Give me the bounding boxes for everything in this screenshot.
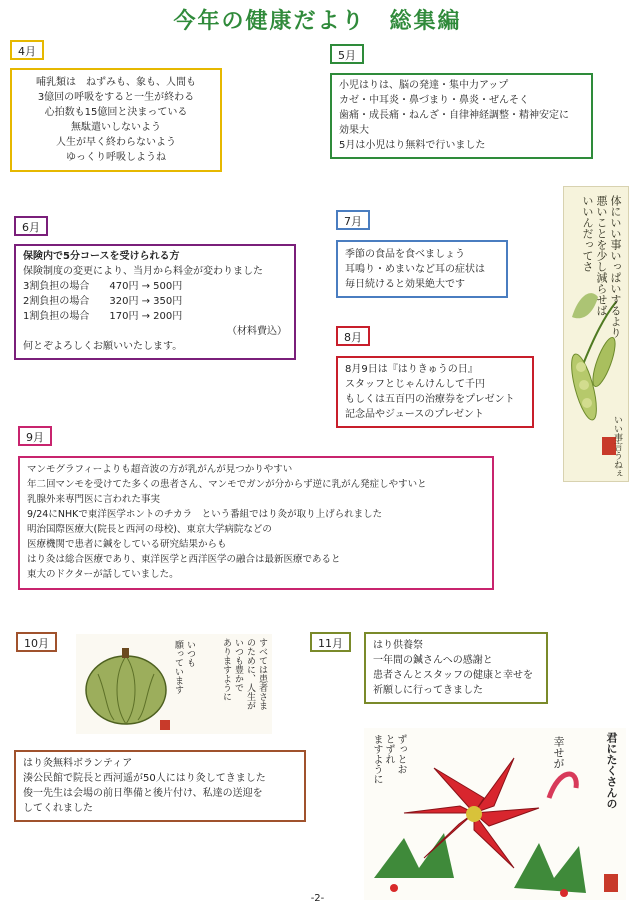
page-number: -2-: [310, 893, 325, 904]
text-line: 乳腺外来専門医に言われた事実: [27, 494, 161, 505]
price-row: 3割負担の場合 470円 → 500円: [23, 281, 183, 292]
price-row: 1割負担の場合 170円 → 200円: [23, 311, 183, 322]
text-line: 人生が早く終わらないよう: [56, 137, 176, 148]
text-line: はり灸は総合医療であり、東洋医学と西洋医学の融合は最新医療であると: [27, 554, 341, 565]
section-may: [330, 73, 593, 159]
text-line: 医療機関で患者に鍼をしている研究結果からも: [27, 539, 227, 550]
art-signature: いい事言うねぇ: [612, 415, 622, 478]
poinsettia-artwork: [364, 728, 626, 900]
text-line: はり供養祭: [373, 640, 423, 651]
text-line: 耳鳴り・めまいなど耳の症状は: [345, 264, 485, 275]
pumpkin-artwork: [76, 634, 272, 734]
text-line: 小児はりは、脳の発達・集中力アップ: [339, 80, 509, 91]
art-line: 願っています: [173, 640, 183, 694]
section-nov: [364, 632, 548, 704]
text-line: はり灸無料ボランティア: [23, 758, 133, 769]
text-line: 季節の食品を食べましょう: [345, 249, 465, 260]
text-line: 何とぞよろしくお願いいたします。: [23, 341, 183, 352]
art-line: いつも豊かで: [233, 638, 243, 692]
text-line: 東大のドクターが話していました。: [27, 569, 179, 580]
text-line: 毎日続けると効果絶大です: [345, 279, 465, 290]
section-sep: [18, 456, 494, 590]
month-tag-jul: 7月: [336, 210, 370, 230]
section-jul: [336, 240, 508, 298]
section-heading: 保険内で5分コースを受けられる方: [23, 251, 180, 262]
soybean-artwork: [563, 186, 629, 482]
month-tag-sep: 9月: [18, 426, 52, 446]
page-title: 今年の健康だより 総集編: [173, 9, 462, 34]
text-line: 3億回の呼吸をすると一生が終わる: [37, 92, 195, 103]
text-line: 俊一先生は会場の前日準備と後片付け、私達の送迎を: [23, 788, 263, 799]
section-oct: [14, 750, 306, 822]
text-line: 8月9日は『はりきゅうの日』: [345, 364, 478, 375]
text-line: 一年間の鍼さんへの感謝と: [373, 655, 493, 666]
art-line: 体にいい事いっぱいするより: [609, 195, 622, 338]
month-tag-nov: 11月: [310, 632, 351, 652]
art-line: ますように: [371, 734, 382, 784]
art-line: いつも: [185, 640, 195, 667]
text-line: もしくは五百円の治療券をプレゼント: [345, 394, 515, 405]
text-line: 歯痛・成長痛・ねんざ・自律神経調整・精神安定に: [339, 110, 569, 121]
text-line: マンモグラフィーよりも超音波の方が乳がんが見つかりやすい: [27, 464, 293, 475]
text-line: （材料費込）: [227, 326, 287, 337]
section-jun: [14, 244, 296, 360]
price-row: 2割負担の場合 320円 → 350円: [23, 296, 183, 307]
art-line: とずれ: [383, 734, 394, 764]
text-line: カゼ・中耳炎・鼻づまり・鼻炎・ぜんそく: [339, 95, 529, 106]
month-tag-oct: 10月: [16, 632, 57, 652]
text-line: 明治国際医療大(院長と西河の母校)、東京大学病院などの: [27, 524, 272, 535]
text-line: 5月は小児はり無料で行いました: [339, 140, 486, 151]
text-line: 哺乳類は ねずみも、象も、人間も: [36, 77, 196, 88]
text-line: 保険制度の変更により、当月から料金が変わりました: [23, 266, 263, 277]
text-line: 祈願しに行ってきました: [373, 685, 483, 696]
art-line: すべては患者さま: [257, 638, 267, 710]
section-aug: [336, 356, 534, 428]
text-line: 9/24にNHKで東洋医学ホントのチカラ という番組ではり灸が取り上げられました: [27, 509, 383, 520]
art-line: 悪いことを少し減らせば: [595, 195, 608, 316]
text-line: 記念品やジュースのプレゼント: [345, 409, 484, 420]
art-line: のために、人生が: [245, 638, 255, 710]
text-line: ゆっくり呼吸しようね: [66, 152, 166, 163]
month-tag-apr: 4月: [10, 40, 44, 60]
month-tag-aug: 8月: [336, 326, 370, 346]
art-line: ありますように: [221, 638, 231, 701]
art-line: いいんだってさ: [581, 195, 594, 272]
art-line: 幸せが: [552, 736, 565, 769]
month-tag-may: 5月: [330, 44, 364, 64]
section-apr: [10, 68, 222, 172]
text-line: してくれました: [23, 803, 93, 814]
text-line: スタッフとじゃんけんして千円: [345, 379, 485, 390]
text-line: 無駄遣いしないよう: [71, 122, 161, 133]
text-line: 患者さんとスタッフの健康と幸せを: [373, 670, 533, 681]
text-line: 心拍数も15億回と決まっている: [44, 107, 188, 118]
month-tag-jun: 6月: [14, 216, 48, 236]
text-line: 湊公民館で院長と西河遥が50人にはり灸してきました: [23, 773, 266, 784]
text-line: 年二回マンモを受けてた多くの患者さん、マンモでガンが分からず逆に乳がん発症しやすいと: [27, 479, 427, 490]
text-line: 効果大: [339, 125, 369, 136]
art-line: ずっとお: [395, 734, 406, 774]
art-line: 君にたくさんの: [605, 732, 618, 809]
